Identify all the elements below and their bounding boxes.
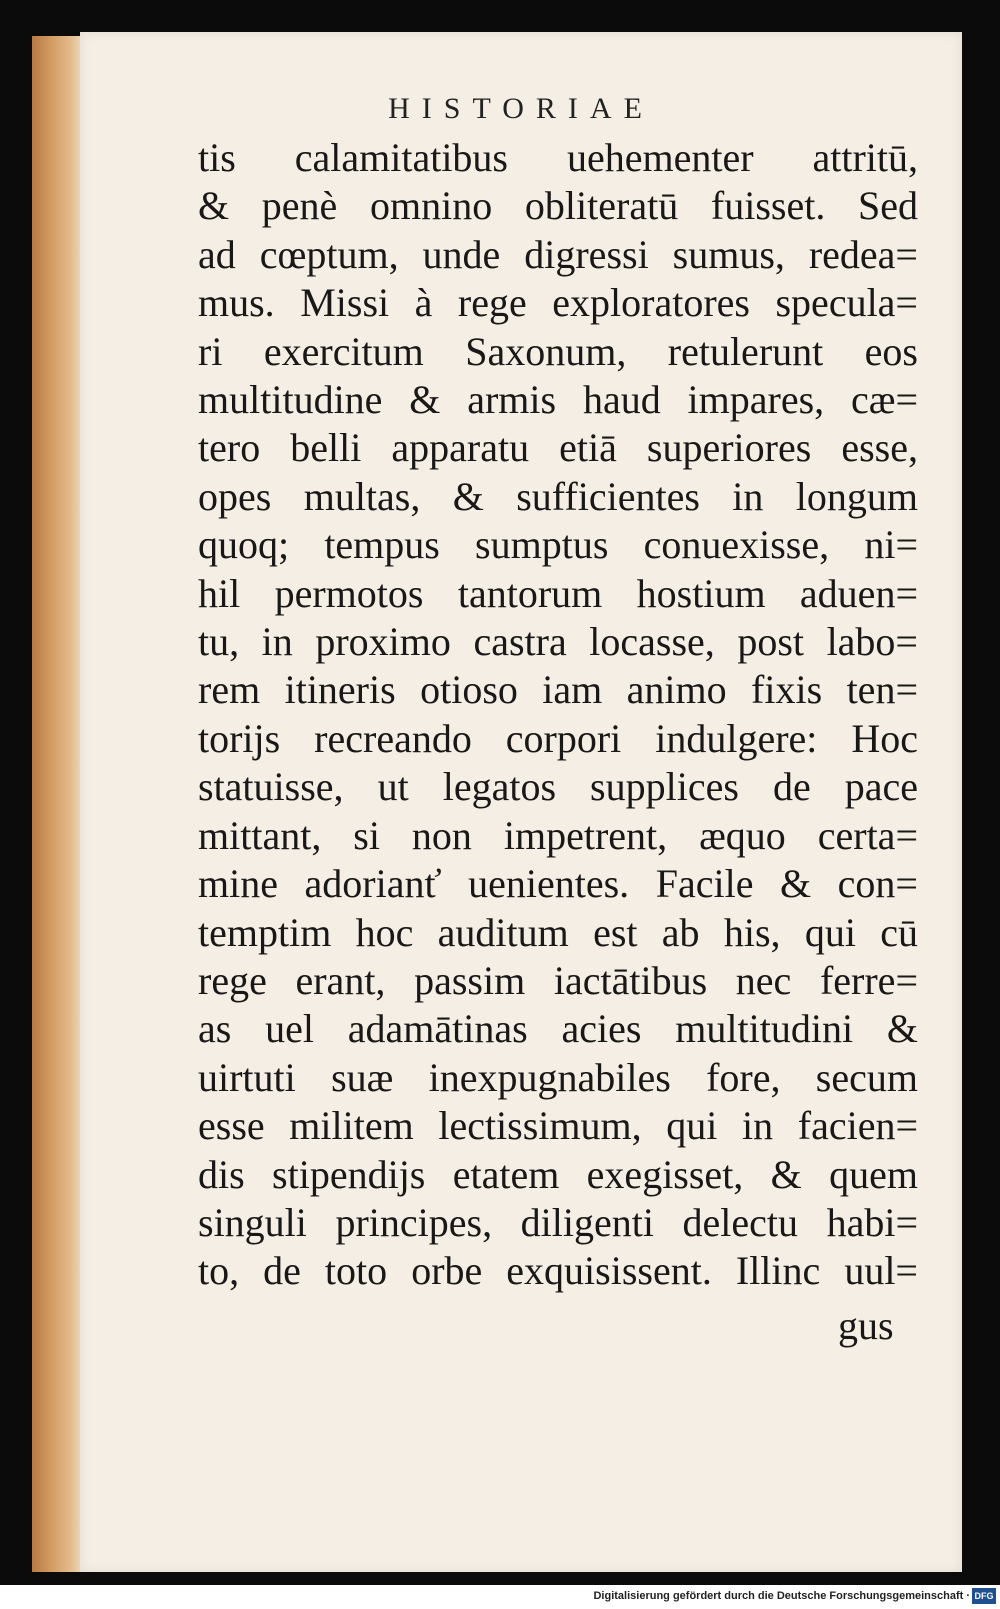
text-line: & penè omnino obliteratū fuisset. Sed <box>198 183 918 229</box>
text-line: temptim hoc auditum est ab his, qui cū <box>198 909 918 955</box>
text-line: tis calamitatibus uehementer attritū, <box>198 135 918 180</box>
book-page-edges <box>32 36 86 1572</box>
text-line: tu, in proximo castra locasse, post labo= <box>198 619 918 665</box>
text-line: ad cœptum, unde digressi sumus, redea= <box>198 231 918 277</box>
text-line: mittant, si non impetrent, æquo certa= <box>198 812 918 858</box>
dfg-logo-icon: DFG <box>972 1588 996 1604</box>
catchword: gus <box>838 1303 894 1348</box>
text-line: to, de toto orbe exquisissent. Illinc uul= <box>198 1248 918 1294</box>
text-line: uirtuti suæ inexpugnabiles fore, secum <box>198 1054 918 1100</box>
text-line: multitudine & armis haud impares, cæ= <box>198 377 918 423</box>
text-line: opes multas, & sufficientes in longum <box>198 473 918 519</box>
text-line: tero belli apparatu etiā superiores esse, <box>198 425 918 471</box>
text-line: dis stipendijs etatem exegisset, & quem <box>198 1151 918 1197</box>
text-line: torijs recreando corpori indulgere: Hoc <box>198 715 918 761</box>
text-line: ri exercitum Saxonum, retulerunt eos <box>198 328 918 374</box>
text-line: mus. Missi à rege exploratores specula= <box>198 280 918 326</box>
funding-credit: Digitalisierung gefördert durch die Deutsche Forschungsgemeinschaft · <box>593 1590 970 1602</box>
text-line: mine adorianť uenientes. Facile & con= <box>198 861 918 907</box>
text-line: hil permotos tantorum hostium aduen= <box>198 570 918 616</box>
text-line: as uel adamātinas acies multitudini & <box>198 1006 918 1052</box>
text-block <box>198 134 918 1296</box>
footer-bar <box>0 1585 1000 1609</box>
text-line: rege erant, passim iactātibus nec ferre= <box>198 957 918 1003</box>
text-line: singuli principes, diligenti delectu habi= <box>198 1199 918 1245</box>
text-line: rem itineris otioso iam animo fixis ten= <box>198 667 918 713</box>
text-line: esse militem lectissimum, qui in facien= <box>198 1103 918 1149</box>
text-line: statuisse, ut legatos supplices de pace <box>198 764 918 810</box>
running-head: HISTORIAE <box>388 92 654 125</box>
book-page <box>80 32 962 1572</box>
text-line: quoq; tempus sumptus conuexisse, ni= <box>198 522 918 568</box>
